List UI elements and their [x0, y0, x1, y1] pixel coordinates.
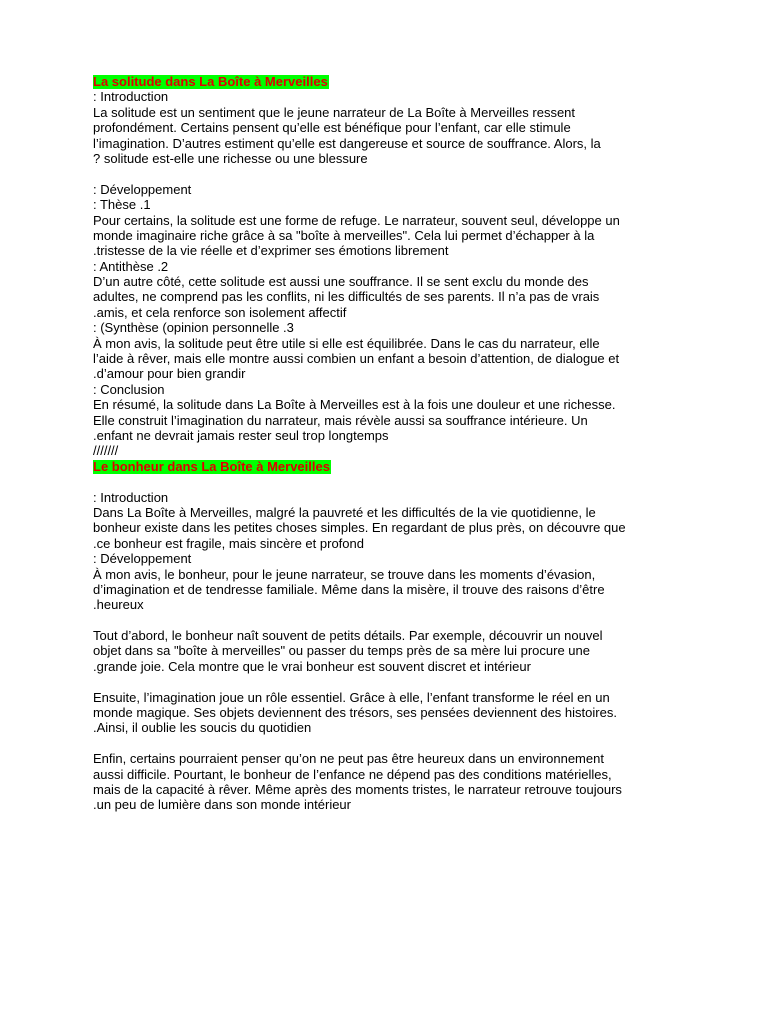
blank-line — [93, 736, 733, 751]
subsection-label-antithese: : Antithèse .2 — [93, 258, 169, 274]
paragraph-line: Tout d’abord, le bonheur naît souvent de petits détails. Par exemple, découvrir un nouvel — [93, 628, 603, 644]
paragraph-line: l’aide à rêver, mais elle montre aussi combien un enfant a besoin d’attention, de dialogue et — [93, 351, 620, 367]
paragraph-line: monde magique. Ses objets deviennent des trésors, ses pensées deviennent des histoires. — [93, 705, 617, 721]
blank-line — [93, 674, 733, 689]
subsection-label-these: : Thèse .1 — [93, 197, 151, 213]
paragraph-line: .amis, et cela renforce son isolement affectif — [93, 304, 347, 320]
paragraph-line: .un peu de lumière dans son monde intérieur — [93, 797, 351, 813]
paragraph-line: .heureux — [93, 597, 144, 613]
section-label-conclusion: : Conclusion — [93, 381, 165, 397]
paragraph-line: Enfin, certains pourraient penser qu’on ne peut pas être heureux dans un environnement — [93, 751, 604, 767]
heading-line — [93, 74, 733, 89]
separator: /////// — [93, 443, 119, 459]
blank-line — [93, 166, 733, 181]
paragraph-line: Pour certains, la solitude est une forme de refuge. Le narrateur, souvent seul, développe un — [93, 212, 620, 228]
paragraph-line: Dans La Boîte à Merveilles, malgré la pauvreté et les difficultés de la vie quotidienne, le — [93, 504, 596, 520]
paragraph-line: profondément. Certains pensent qu’elle est bénéfique pour l’enfant, car elle stimule — [93, 120, 571, 136]
paragraph-line: mais de la capacité à rêver. Même après des moments tristes, le narrateur retrouve toujours — [93, 781, 622, 797]
paragraph-line: ? solitude est-elle une richesse ou une blessure — [93, 150, 368, 166]
document-body — [93, 74, 733, 813]
paragraph-line: .enfant ne devrait jamais rester seul trop longtemps — [93, 427, 389, 443]
heading-line — [93, 459, 733, 474]
section-label-development: : Développement — [93, 181, 192, 197]
paragraph-line: Elle construit l’imagination du narrateur, mais révèle aussi sa souffrance intérieure. Un — [93, 412, 588, 428]
paragraph-line: objet dans sa "boîte à merveilles" ou passer du temps près de sa mère lui procure une — [93, 643, 590, 659]
subsection-label-synthese: : (Synthèse (opinion personnelle .3 — [93, 320, 294, 336]
paragraph-line: .ce bonheur est fragile, mais sincère et profond — [93, 535, 364, 551]
paragraph-line: .d’amour pour bien grandir — [93, 366, 246, 382]
section-label-development: : Développement — [93, 551, 192, 567]
paragraph-line: bonheur existe dans les petites choses simples. En regardant de plus près, on découvre que — [93, 520, 626, 536]
paragraph-line: Ensuite, l’imagination joue un rôle essentiel. Grâce à elle, l’enfant transforme le réel en un — [93, 689, 610, 705]
paragraph-line: adultes, ne comprend pas les conflits, ni les difficultés de ses parents. Il n’a pas de vrais — [93, 289, 600, 305]
section-heading-bonheur: Le bonheur dans La Boîte à Merveilles — [93, 458, 330, 474]
paragraph-line: .Ainsi, il oublie les soucis du quotidien — [93, 720, 312, 736]
blank-line — [93, 613, 733, 628]
paragraph-line: l’imagination. D’autres estiment qu’elle est dangereuse et source de souffrance. Alors, la — [93, 135, 601, 151]
paragraph-line: d’imagination et de tendresse familiale. Même dans la misère, il trouve des raisons d’être — [93, 581, 605, 597]
blank-line — [93, 474, 733, 489]
paragraph-line: En résumé, la solitude dans La Boîte à Merveilles est à la fois une douleur et une richesse. — [93, 397, 616, 413]
paragraph-line: À mon avis, le bonheur, pour le jeune narrateur, se trouve dans les moments d’évasion, — [93, 566, 596, 582]
section-label-introduction: : Introduction — [93, 89, 169, 105]
paragraph-line: monde imaginaire riche grâce à sa "boîte à merveilles". Cela lui permet d’échapper à la — [93, 227, 595, 243]
paragraph-line: .tristesse de la vie réelle et d’exprimer ses émotions librement — [93, 243, 449, 259]
section-heading-solitude: La solitude dans La Boîte à Merveilles — [93, 74, 328, 89]
paragraph-line: D’un autre côté, cette solitude est aussi une souffrance. Il se sent exclu du monde des — [93, 274, 589, 290]
paragraph-line: La solitude est un sentiment que le jeune narrateur de La Boîte à Merveilles ressent — [93, 104, 576, 120]
section-label-introduction: : Introduction — [93, 489, 169, 505]
paragraph-line: aussi difficile. Pourtant, le bonheur de l’enfance ne dépend pas des conditions matérielles, — [93, 766, 612, 782]
paragraph-line: .grande joie. Cela montre que le vrai bonheur est souvent discret et intérieur — [93, 658, 531, 674]
paragraph-line: À mon avis, la solitude peut être utile si elle est équilibrée. Dans le cas du narrateur, elle — [93, 335, 600, 351]
